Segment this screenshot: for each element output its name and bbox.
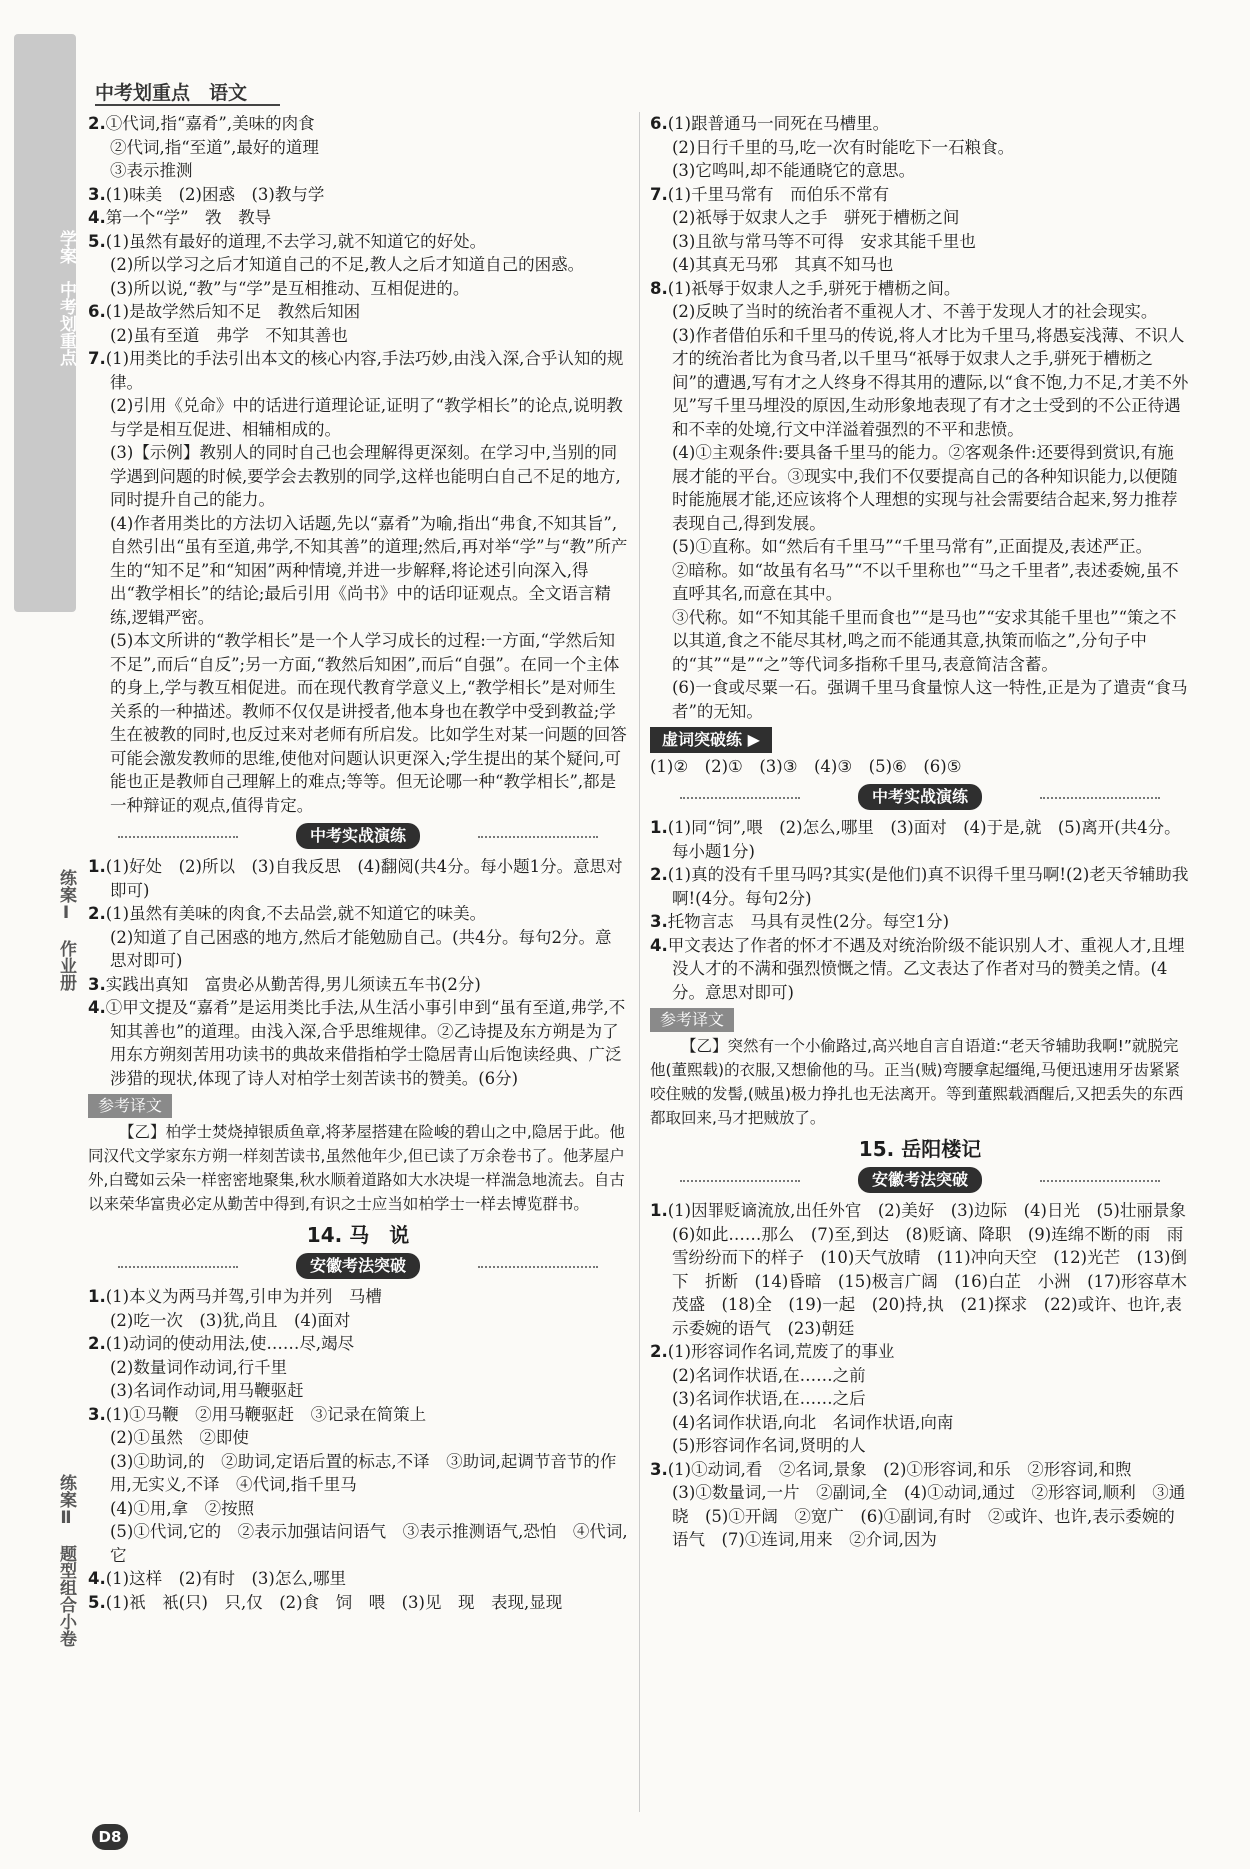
section-title-15: 15. 岳阳楼记 bbox=[858, 1136, 982, 1161]
answer-text: (1)形容词作名词,荒废了的事业 bbox=[667, 1342, 895, 1361]
answer-text: (1)好处 (2)所以 (3)自我反思 (4)翻阅(共4分。每小题1分。意思对即可) bbox=[105, 857, 623, 900]
question-number: 1. bbox=[650, 818, 668, 837]
answer-text: (2)名词作状语,在……之前 bbox=[672, 1365, 866, 1385]
answer-text: (4)①主观条件:要具备千里马的能力。②客观条件:还要得到赏识,有施展才能的平台。③现实中,我们不仅要提高自己的各种知识能力,以便随时能施展才能,还应该将个人理想的实现与社会需要结合起来,努力推荐表现自己,得到发展。 bbox=[672, 443, 1178, 533]
banner-method-left bbox=[88, 1253, 628, 1281]
page-number: D8 bbox=[92, 1824, 128, 1850]
question-number: 2. bbox=[88, 1334, 106, 1353]
answer-text: (1)祇 衹(只) 只,仅 (2)食 饲 喂 (3)见 现 表现,显现 bbox=[105, 1592, 563, 1612]
answer-line bbox=[650, 1434, 1190, 1458]
answer-text: (1)①马鞭 ②用马鞭驱赶 ③记录在简策上 bbox=[105, 1404, 427, 1424]
answer-line bbox=[650, 535, 1190, 559]
answer-line bbox=[88, 230, 628, 254]
answer-line bbox=[88, 512, 628, 630]
answer-line bbox=[650, 1340, 1190, 1364]
answer-line bbox=[88, 902, 628, 926]
question-number: 1. bbox=[88, 857, 106, 876]
answer-text: 第一个“学” 敩 教导 bbox=[105, 208, 272, 227]
right-column bbox=[650, 112, 1203, 1552]
answer-line bbox=[650, 910, 1190, 934]
question-number: 3. bbox=[650, 1459, 668, 1479]
answer-text: (6)一食或尽粟一石。强调千里马食量惊人这一特性,正是为了遣责“食马者”的无知。 bbox=[672, 678, 1188, 721]
answer-line bbox=[650, 1199, 1203, 1340]
answer-line bbox=[650, 253, 1190, 277]
answer-text: (1)动词的使动用法,使……尽,竭尽 bbox=[105, 1334, 355, 1353]
answer-text: (2)吃一次 (3)犹,尚且 (4)面对 bbox=[110, 1310, 351, 1330]
answer-text: (4)名词作状语,向北 名词作状语,向南 bbox=[672, 1412, 954, 1432]
vocab-answers: (1)② (2)① (3)③ (4)③ (5)⑥ (6)⑤ bbox=[650, 756, 962, 776]
sidebar-label-quiz: 练案Ⅱ 题型组合小卷 bbox=[56, 1473, 76, 1647]
answer-text: (1)①动词,看 ②名词,景象 (2)①形容词,和乐 ②形容词,和煦 bbox=[667, 1459, 1132, 1479]
answer-line bbox=[88, 112, 628, 136]
answer-line bbox=[650, 112, 1190, 136]
answer-text: (1)祇辱于奴隶人之手,骈死于槽枥之间。 bbox=[667, 278, 961, 298]
answer-text: (5)①直称。如“然后有千里马”“千里马常有”,正面提及,表述严正。 bbox=[672, 537, 1153, 556]
question-number: 4. bbox=[650, 935, 668, 955]
answer-line bbox=[650, 816, 1190, 863]
answers-group-3 bbox=[88, 1285, 628, 1614]
column-divider bbox=[639, 112, 640, 1812]
answer-text: ③表示推测 bbox=[110, 161, 193, 180]
answer-line bbox=[650, 183, 1190, 207]
left-column bbox=[88, 112, 628, 1614]
answer-line bbox=[650, 300, 1190, 324]
answer-text: (1)虽然有最好的道理,不去学习,就不知道它的好处。 bbox=[105, 231, 487, 251]
question-number: 7. bbox=[650, 184, 668, 204]
answer-text: (5)形容词作名词,贤明的人 bbox=[672, 1436, 866, 1455]
question-number: 5. bbox=[88, 231, 106, 251]
answer-text: 甲文表达了作者的怀才不遇及对统治阶级不能识别人才、重视人才,且埋没人才的不满和强烈愤慨之情。乙文表达了作者对马的赞美之情。(4分。意思对即可) bbox=[667, 935, 1185, 1002]
answer-text: (4)①用,拿 ②按照 bbox=[110, 1498, 255, 1518]
question-number: 3. bbox=[88, 974, 106, 994]
page-header-title: 中考划重点 语文 bbox=[95, 82, 248, 104]
answer-text: ②暗称。如“故虽有名马”“不以千里称也”“马之千里者”,表述委婉,虽不直呼其名,而意在其中。 bbox=[672, 560, 1179, 603]
answer-line bbox=[88, 1332, 628, 1356]
answer-text: (1)是故学然后知不足 教然后知困 bbox=[105, 302, 361, 321]
answers-group-1 bbox=[650, 112, 1190, 723]
sidebar-label-homework: 练案Ⅰ 作业册 bbox=[56, 869, 76, 991]
answer-line bbox=[88, 441, 628, 512]
answer-text: (2)知道了自己困惑的地方,然后才能勉励自己。(共4分。每句2分。意思对即可) bbox=[110, 927, 612, 970]
question-number: 3. bbox=[88, 1404, 106, 1424]
answer-text: (3)【示例】教别人的同时自己也会理解得更深刻。在学习中,当别的同学遇到问题的时候,要学会去教别的同学,这样也能明白自己不足的地方,同时提升自己的能力。 bbox=[110, 443, 621, 509]
reference-translation-tag: 参考译文 bbox=[650, 1008, 734, 1032]
answer-line bbox=[88, 1520, 628, 1567]
banner-label: 中考实战演练 bbox=[858, 784, 982, 810]
answer-line bbox=[650, 934, 1190, 1005]
answer-line bbox=[650, 136, 1190, 160]
answer-line bbox=[88, 629, 628, 817]
answer-line bbox=[88, 394, 628, 441]
answer-text: (1)这样 (2)有时 (3)怎么,哪里 bbox=[105, 1569, 347, 1588]
answer-line bbox=[88, 996, 628, 1090]
question-number: 8. bbox=[650, 278, 668, 298]
answer-line bbox=[650, 1411, 1190, 1435]
vocab-practice-tag: 虚词突破练 ▶ bbox=[650, 727, 772, 753]
answer-line bbox=[650, 277, 1190, 301]
answer-line bbox=[88, 300, 628, 324]
question-number: 5. bbox=[88, 1592, 106, 1612]
reference-translation-tag: 参考译文 bbox=[88, 1094, 172, 1118]
answer-text: ①甲文提及“嘉肴”是运用类比手法,从生活小事引申到“虽有至道,弗学,不知其善也”的道理。由浅入深,合乎思维规律。②乙诗提及东方朔是为了用东方朔刻苦用功读书的典故来借指柏学士隐居青山后饱读经典、广泛涉猎的现状,体现了诗人对柏学士刻苦读书的赞美。(6分) bbox=[105, 998, 626, 1088]
reference-translation: 【乙】柏学士焚烧掉银质鱼章,将茅屋搭建在险峻的碧山之中,隐居于此。他同汉代文学家东方朔一样刻苦读书,虽然他年少,但已读了万余卷书了。他茅屋户外,白鹭如云朵一样密密地聚集,秋水顺着道路如大水决堤一样湍急地流去。自古以来荣华富贵必定从勤苦中得到,有识之士应当如柏学士一样去博览群书。 bbox=[88, 1122, 625, 1213]
answer-text: (5)本文所讲的“教学相长”是一个人学习成长的过程:一方面,“学然后知不足”,而后“自反”;另一方面,“教然后知困”,而后“自强”。在同一个主体的身上,学与教互相促进。而在现代教育学意义上,“教学相长”是对师生关系的一种描述。教师不仅仅是讲授者,他本身也在教学中受到教益;学生在被教的同时,也反过来对老师有所启发。比如学生对某一问题的回答可能会激发教师的思维,使他对问题认识更深入;学生提出的某个疑问,可能也正是教师自己理解上的难点;等等。但无论哪一种“教学相长”,都是一种辩证的观点,值得肯定。 bbox=[110, 631, 627, 815]
answer-line bbox=[88, 347, 628, 394]
reference-translation: 【乙】突然有一个小偷路过,高兴地自言自语道:“老天爷辅助我啊!”就脱完他(董熙载)的衣服,又想偷他的马。正当(贼)弯腰拿起缰绳,马便迅速用牙齿紧紧咬住贼的发髻,(贼虽)极力挣扎也无法离开。等到董熙载酒醒后,又把丢失的东西都取回来,马才把贼放了。 bbox=[650, 1036, 1184, 1127]
answer-text: (2)日行千里的马,吃一次有时能吃下一石粮食。 bbox=[672, 137, 1015, 157]
question-number: 4. bbox=[88, 208, 106, 227]
banner-practice-right bbox=[650, 784, 1190, 812]
answer-line bbox=[88, 1591, 628, 1615]
question-number: 6. bbox=[650, 114, 668, 133]
answer-line bbox=[650, 1458, 1190, 1482]
question-number: 4. bbox=[88, 998, 106, 1017]
answer-line bbox=[88, 324, 628, 348]
answer-text: (1)因罪贬谪流放,出任外官 (2)美好 (3)边际 (4)日光 (5)壮丽景象 (6)如此……那么 (7)至,到达 (8)贬谪、降职 (9)连绵不断的雨 雨雪纷纷而下的样子 (10)天气放晴 (11)冲向天空 (12)光芒 (13)倒下 折断 (14)昏暗 (15)极言广阔 (16)白芷 小洲 (17)形容草木茂盛 (18)全 (19)一起 (20)持,执 (21)探求 (22)或许、也许,表示委婉的语气 (23)朝廷 bbox=[667, 1201, 1203, 1338]
banner-label: 安徽考法突破 bbox=[858, 1167, 982, 1193]
answer-line bbox=[650, 863, 1190, 910]
answer-line bbox=[650, 159, 1190, 183]
question-number: 3. bbox=[88, 184, 106, 204]
answer-text: (4)其真无马邪 其真不知马也 bbox=[672, 255, 894, 274]
question-number: 4. bbox=[88, 1569, 106, 1588]
answer-text: 托物言志 马具有灵性(2分。每空1分) bbox=[667, 912, 950, 931]
banner-label: 安徽考法突破 bbox=[296, 1253, 420, 1279]
answer-text: (3)且欲与常马等不可得 安求其能千里也 bbox=[672, 231, 976, 251]
answer-line bbox=[88, 855, 628, 902]
answer-text: ②代词,指“至道”,最好的道理 bbox=[110, 137, 319, 157]
answer-line bbox=[88, 926, 628, 973]
answer-line bbox=[650, 206, 1190, 230]
answer-line bbox=[88, 1309, 628, 1333]
answer-text: (1)本义为两马并驾,引申为并列 马槽 bbox=[105, 1287, 382, 1306]
answer-text: (1)用类比的手法引出本文的核心内容,手法巧妙,由浅入深,合乎认知的规律。 bbox=[105, 349, 624, 392]
banner-practice-left bbox=[88, 823, 628, 851]
answer-line bbox=[88, 206, 628, 230]
answer-line bbox=[88, 1403, 628, 1427]
answer-line bbox=[88, 1497, 628, 1521]
question-number: 6. bbox=[88, 302, 106, 321]
answer-text: (2)①虽然 ②即使 bbox=[110, 1428, 249, 1447]
answer-text: (1)真的没有千里马吗?其实(是他们)真不识得千里马啊!(2)老天爷辅助我啊!(4分。每句2分) bbox=[667, 865, 1189, 908]
answer-line bbox=[88, 183, 628, 207]
answer-line bbox=[650, 324, 1190, 442]
answer-text: (5)①代词,它的 ②表示加强诘问语气 ③表示推测语气,恐怕 ④代词,它 bbox=[110, 1522, 628, 1565]
answer-line bbox=[650, 606, 1190, 677]
answer-text: (2)引用《兑命》中的话进行道理论证,证明了“教学相长”的论点,说明教与学是相互促进、相辅相成的。 bbox=[110, 396, 623, 439]
question-number: 2. bbox=[88, 114, 106, 133]
answer-line bbox=[88, 277, 628, 301]
answer-line bbox=[650, 1364, 1190, 1388]
answer-text: (3)作者借伯乐和千里马的传说,将人才比为千里马,将愚妄浅薄、不识人才的统治者比为食马者,以千里马“祇辱于奴隶人之手,骈死于槽枥之间”的遭遇,写有才之人终身不得其用的遭际,以“食不饱,力不足,才美不外见”写千里马埋没的原因,生动形象地表现了有才之士受到的不公正待遇和不幸的处境,行文中洋溢着强烈的不平和悲愤。 bbox=[672, 325, 1189, 439]
answer-text: (2)虽有至道 弗学 不知其善也 bbox=[110, 325, 348, 345]
answer-line bbox=[88, 1285, 628, 1309]
sidebar-label-study: 学案 中考划重点 bbox=[56, 230, 76, 366]
question-number: 2. bbox=[88, 904, 106, 923]
section-title-14: 14. 马 说 bbox=[306, 1222, 410, 1247]
header-underline bbox=[95, 104, 280, 106]
answer-line bbox=[88, 973, 628, 997]
answer-text: (2)数量词作动词,行千里 bbox=[110, 1357, 288, 1377]
answer-text: (2)所以学习之后才知道自己的不足,教人之后才知道自己的困惑。 bbox=[110, 255, 585, 274]
answer-line bbox=[650, 230, 1190, 254]
answer-line bbox=[88, 1356, 628, 1380]
banner-label: 中考实战演练 bbox=[296, 823, 420, 849]
question-number: 3. bbox=[650, 912, 668, 931]
answer-text: (3)名词作动词,用马鞭驱赶 bbox=[110, 1381, 304, 1400]
answer-line bbox=[88, 1426, 628, 1450]
answer-text: 实践出真知 富贵必从勤苦得,男儿须读五车书(2分) bbox=[105, 974, 481, 994]
answer-line bbox=[88, 1379, 628, 1403]
answer-text: (3)它鸣叫,却不能通晓它的意思。 bbox=[672, 161, 916, 180]
answer-text: ③代称。如“不知其能千里而食也”“是马也”“安求其能千里也”“策之不以其道,食之不能尽其材,鸣之而不能通其意,执策而临之”,分句子中的“其”“是”“之”等代词多指称千里马,表意简洁含蓄。 bbox=[672, 607, 1177, 674]
answer-line bbox=[650, 441, 1190, 535]
answer-text: (4)作者用类比的方法切入话题,先以“嘉肴”为喻,指出“弗食,不知其旨”,自然引出“虽有至道,弗学,不知其善”的道理;然后,再对举“学”与“教”所产生的“知不足”和“知困”两种情境,并进一步解释,将论述引向深入,得出“教学相长”的结论;最后引用《尚书》中的话印证观点。全文语言精练,逻辑严密。 bbox=[110, 513, 628, 627]
answer-line bbox=[650, 676, 1190, 723]
question-number: 1. bbox=[650, 1201, 668, 1220]
answer-text: ①代词,指“嘉肴”,美味的肉食 bbox=[105, 114, 315, 133]
answer-line bbox=[88, 159, 628, 183]
answer-text: (3)所以说,“教”与“学”是互相推动、互相促进的。 bbox=[110, 278, 470, 298]
answer-text: (2)祇辱于奴隶人之手 骈死于槽枥之间 bbox=[672, 208, 960, 227]
answers-group-3 bbox=[650, 1199, 1203, 1552]
answer-text: (1)跟普通马一同死在马槽里。 bbox=[667, 114, 890, 133]
answer-line bbox=[650, 1387, 1190, 1411]
question-number: 1. bbox=[88, 1287, 106, 1306]
answer-line bbox=[88, 253, 628, 277]
answers-group-2 bbox=[650, 816, 1190, 1004]
question-number: 7. bbox=[88, 349, 106, 368]
answer-line bbox=[650, 1481, 1190, 1552]
answer-line bbox=[88, 1567, 628, 1591]
answer-text: (1)味美 (2)困惑 (3)教与学 bbox=[105, 184, 325, 204]
banner-method-right bbox=[650, 1167, 1190, 1195]
question-number: 2. bbox=[650, 865, 668, 884]
answer-line bbox=[88, 1450, 628, 1497]
answer-text: (1)虽然有美味的肉食,不去品尝,就不知道它的味美。 bbox=[105, 904, 487, 923]
answer-text: (1)同“饲”,喂 (2)怎么,哪里 (3)面对 (4)于是,就 (5)离开(共4分。每小题1分) bbox=[667, 818, 1181, 861]
answer-line bbox=[650, 559, 1190, 606]
answer-text: (3)①助词,的 ②助词,定语后置的标志,不译 ③助词,起调节音节的作用,无实义,不译 ④代词,指千里马 bbox=[110, 1451, 617, 1494]
answer-text: (3)①数量词,一片 ②副词,全 (4)①动词,通过 ②形容词,顺利 ③通晓 (5)①开阔 ②宽广 (6)①副词,有时 ②或许、也许,表示委婉的语气 (7)①连词,用来 ②介词,因为 bbox=[672, 1483, 1186, 1549]
answer-text: (3)名词作状语,在……之后 bbox=[672, 1389, 866, 1408]
answers-group-1 bbox=[88, 112, 628, 817]
answer-line bbox=[88, 136, 628, 160]
answer-text: (2)反映了当时的统治者不重视人才、不善于发现人才的社会现实。 bbox=[672, 302, 1158, 321]
answer-text: (1)千里马常有 而伯乐不常有 bbox=[667, 184, 890, 204]
question-number: 2. bbox=[650, 1342, 668, 1361]
answers-group-2 bbox=[88, 855, 628, 1090]
